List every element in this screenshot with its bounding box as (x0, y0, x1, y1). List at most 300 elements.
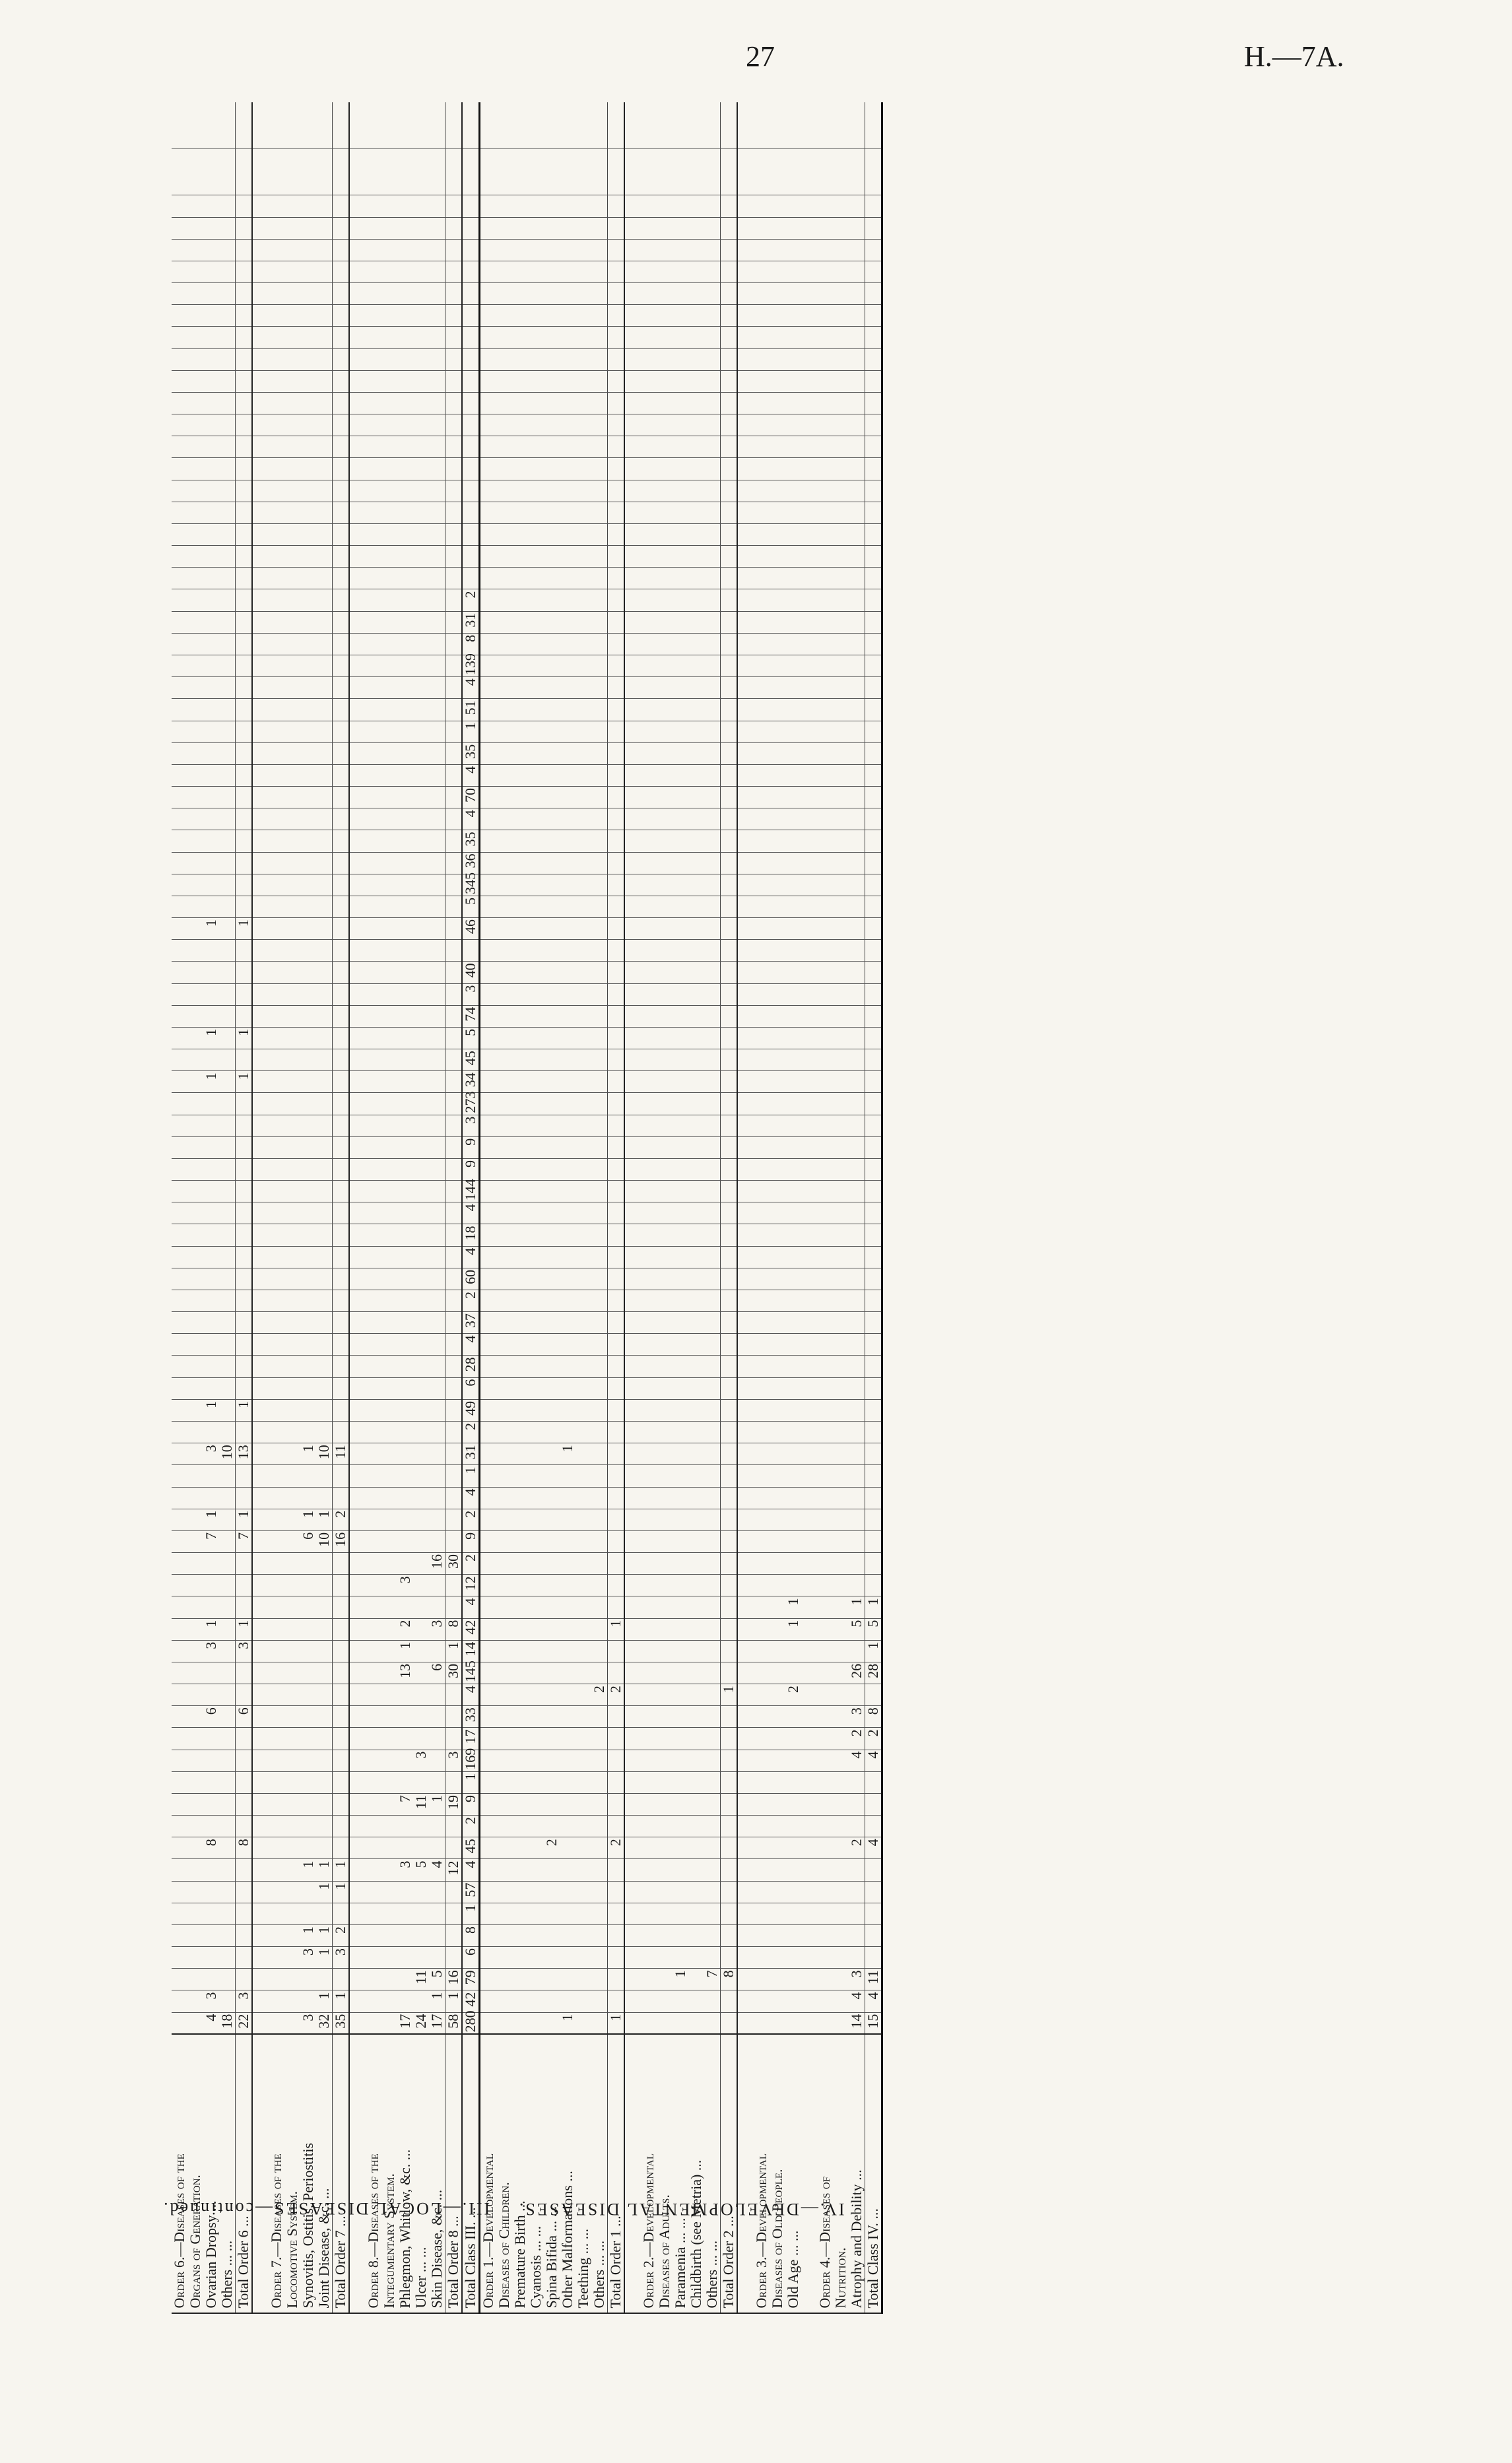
data-cell (801, 896, 817, 917)
data-cell (397, 1728, 413, 1750)
data-cell (657, 1969, 673, 1990)
data-cell (817, 1202, 833, 1224)
data-cell: 22 (236, 2012, 253, 2034)
data-cell (397, 808, 413, 830)
data-cell (172, 1290, 187, 1311)
data-cell (721, 940, 738, 962)
data-cell (333, 633, 350, 655)
data-cell (641, 261, 657, 282)
data-cell (496, 589, 512, 611)
data-cell (754, 480, 770, 502)
data-cell (673, 808, 688, 830)
data-cell: 3 (429, 1618, 445, 1640)
data-cell (657, 1093, 673, 1115)
data-cell (349, 2012, 366, 2034)
data-cell (397, 523, 413, 545)
data-cell (721, 217, 738, 239)
data-cell (496, 502, 512, 523)
data-cell (754, 1312, 770, 1334)
data-cell (704, 1202, 721, 1224)
data-cell (397, 370, 413, 392)
data-cell (413, 677, 429, 699)
data-cell (641, 1465, 657, 1487)
data-cell (413, 918, 429, 940)
data-cell (413, 1924, 429, 1946)
data-cell (544, 1334, 560, 1356)
data-cell (413, 1728, 429, 1750)
data-cell (284, 1136, 300, 1158)
data-cell (737, 1377, 754, 1399)
data-cell (575, 1005, 591, 1027)
data-cell (801, 1487, 817, 1509)
data-cell (575, 1443, 591, 1465)
data-cell: 2 (591, 1684, 608, 1706)
data-cell (608, 1399, 625, 1421)
data-cell (512, 1115, 528, 1136)
data-cell (413, 1553, 429, 1575)
data-cell (496, 327, 512, 348)
data-cell (496, 1662, 512, 1684)
data-cell (429, 962, 445, 983)
data-cell (187, 327, 203, 348)
data-cell (187, 217, 203, 239)
data-cell (641, 1816, 657, 1837)
data-cell (608, 589, 625, 611)
disease-statistics-table (161, 102, 883, 2373)
data-cell (397, 1969, 413, 1990)
data-cell (366, 217, 381, 239)
data-cell (737, 1684, 754, 1706)
row-label: Order 4.—Diseases of (817, 2034, 833, 2313)
data-cell (252, 983, 269, 1005)
data-cell (657, 830, 673, 852)
data-cell (252, 370, 269, 392)
data-cell (801, 1903, 817, 1924)
data-cell (785, 1158, 801, 1180)
data-cell (721, 742, 738, 764)
data-cell (236, 896, 253, 917)
data-cell (333, 1268, 350, 1290)
data-cell (849, 1399, 865, 1421)
data-cell (381, 523, 397, 545)
data-cell (349, 1793, 366, 1815)
order-heading-row (496, 102, 512, 2373)
data-cell (172, 1881, 187, 1903)
order-heading-row (366, 102, 381, 2373)
data-cell (560, 1859, 575, 1881)
data-cell (366, 149, 381, 195)
data-cell (480, 1947, 497, 1969)
data-cell (187, 677, 203, 699)
data-cell (284, 1246, 300, 1268)
data-cell: 3 (236, 1640, 253, 1662)
data-cell (429, 1049, 445, 1071)
data-cell (172, 546, 187, 568)
data-cell (300, 896, 316, 917)
data-cell (849, 940, 865, 962)
data-cell (833, 2012, 849, 2034)
data-cell (721, 195, 738, 217)
data-cell (721, 764, 738, 786)
data-cell (785, 1356, 801, 1377)
data-cell (641, 962, 657, 983)
data-cell (688, 1465, 704, 1487)
data-cell (608, 261, 625, 282)
data-cell (737, 2012, 754, 2034)
data-cell (349, 918, 366, 940)
data-cell (284, 1443, 300, 1465)
data-cell (785, 940, 801, 962)
data-cell (865, 546, 882, 568)
data-cell (480, 1377, 497, 1399)
data-cell (219, 1224, 236, 1246)
data-cell (512, 1027, 528, 1049)
data-cell (688, 962, 704, 983)
data-cell (187, 370, 203, 392)
data-cell (591, 983, 608, 1005)
data-cell (413, 370, 429, 392)
data-cell (575, 918, 591, 940)
data-cell: 1 (608, 2012, 625, 2034)
data-cell (770, 1969, 785, 1990)
data-cell (445, 1071, 463, 1093)
data-cell (512, 830, 528, 852)
data-cell (300, 1684, 316, 1706)
data-cell (544, 458, 560, 480)
data-cell (203, 699, 219, 721)
data-cell (737, 1334, 754, 1356)
data-cell (737, 1312, 754, 1334)
data-cell (349, 523, 366, 545)
data-cell (300, 1422, 316, 1443)
data-cell (801, 327, 817, 348)
data-cell (349, 1969, 366, 1990)
data-cell (219, 1290, 236, 1311)
data-cell (688, 699, 704, 721)
data-cell (528, 1947, 544, 1969)
data-cell (624, 830, 641, 852)
data-cell (445, 1312, 463, 1334)
data-cell (591, 1530, 608, 1552)
data-cell (528, 1443, 544, 1465)
data-cell (512, 1816, 528, 1837)
data-cell: 17 (429, 2012, 445, 2034)
data-cell (624, 1443, 641, 1465)
data-cell (770, 1290, 785, 1311)
data-cell (349, 1837, 366, 1859)
data-cell (284, 633, 300, 655)
data-cell (849, 414, 865, 436)
data-cell (754, 1859, 770, 1881)
data-cell (269, 1399, 284, 1421)
data-cell (528, 1530, 544, 1552)
data-cell (333, 589, 350, 611)
data-cell (300, 1771, 316, 1793)
data-cell (737, 1246, 754, 1268)
data-cell (817, 1399, 833, 1421)
data-cell (673, 677, 688, 699)
data-cell (721, 1334, 738, 1356)
data-cell (316, 1793, 333, 1815)
data-cell (269, 1443, 284, 1465)
data-cell (673, 392, 688, 414)
data-cell (849, 830, 865, 852)
data-cell (203, 1334, 219, 1356)
data-cell (754, 239, 770, 261)
data-cell (785, 480, 801, 502)
data-cell (429, 655, 445, 677)
data-cell (413, 458, 429, 480)
data-cell (219, 546, 236, 568)
data-cell (269, 633, 284, 655)
data-cell: 7 (236, 1530, 253, 1552)
data-cell (349, 1399, 366, 1421)
data-cell (641, 1487, 657, 1509)
data-cell (865, 1334, 882, 1356)
data-cell (785, 1903, 801, 1924)
data-cell (413, 1662, 429, 1684)
data-cell (754, 1027, 770, 1049)
data-cell (429, 458, 445, 480)
data-cell (480, 896, 497, 917)
data-cell (785, 896, 801, 917)
data-cell (333, 852, 350, 874)
data-cell (528, 1618, 544, 1640)
data-cell (704, 918, 721, 940)
data-cell (801, 830, 817, 852)
data-cell (381, 239, 397, 261)
data-cell (528, 370, 544, 392)
data-cell (801, 1990, 817, 2012)
data-cell (269, 1684, 284, 1706)
data-cell (172, 195, 187, 217)
data-cell (688, 677, 704, 699)
data-cell (575, 962, 591, 983)
data-cell (704, 1990, 721, 2012)
data-cell (817, 370, 833, 392)
data-cell (252, 1903, 269, 1924)
data-cell (316, 1816, 333, 1837)
data-cell (657, 239, 673, 261)
data-cell (316, 1049, 333, 1071)
data-cell (785, 1246, 801, 1268)
data-cell (560, 1422, 575, 1443)
data-cell (801, 458, 817, 480)
data-cell (349, 1530, 366, 1552)
data-cell (770, 1246, 785, 1268)
data-cell (445, 1334, 463, 1356)
data-cell: 1 (236, 1399, 253, 1421)
data-cell (187, 523, 203, 545)
data-cell (575, 1465, 591, 1487)
data-cell (333, 195, 350, 217)
data-cell (512, 962, 528, 983)
data-cell (333, 239, 350, 261)
data-cell (770, 283, 785, 305)
data-cell (300, 611, 316, 633)
data-cell (236, 940, 253, 962)
data-cell (512, 239, 528, 261)
data-cell (236, 677, 253, 699)
data-cell (236, 1115, 253, 1136)
data-cell (591, 1005, 608, 1027)
table-row (219, 102, 236, 2373)
data-cell (801, 261, 817, 282)
data-cell (381, 1377, 397, 1399)
data-cell (219, 1049, 236, 1071)
data-cell (641, 677, 657, 699)
data-cell (770, 1115, 785, 1136)
data-cell (817, 983, 833, 1005)
data-cell (236, 546, 253, 568)
data-cell: 1 (462, 1903, 480, 1924)
data-cell (445, 1924, 463, 1946)
data-cell (300, 1246, 316, 1268)
data-cell (512, 1859, 528, 1881)
data-cell (688, 721, 704, 742)
data-cell (801, 1377, 817, 1399)
data-cell (721, 983, 738, 1005)
data-cell (560, 1071, 575, 1093)
data-cell (172, 940, 187, 962)
data-cell (754, 1684, 770, 1706)
data-cell (737, 1793, 754, 1815)
data-cell (333, 436, 350, 458)
data-cell (480, 721, 497, 742)
data-cell (624, 611, 641, 633)
data-cell (657, 677, 673, 699)
data-cell (544, 2012, 560, 2034)
data-cell (737, 1750, 754, 1771)
data-cell (865, 611, 882, 633)
data-cell (236, 1924, 253, 1946)
data-cell (203, 149, 219, 195)
data-cell (480, 1268, 497, 1290)
data-cell (817, 1158, 833, 1180)
data-cell (673, 1750, 688, 1771)
data-cell (300, 370, 316, 392)
data-cell (316, 217, 333, 239)
data-cell (833, 764, 849, 786)
data-cell (608, 633, 625, 655)
data-cell (770, 1181, 785, 1202)
data-cell (203, 1290, 219, 1311)
data-cell (397, 1290, 413, 1311)
data-cell (544, 436, 560, 458)
data-cell (817, 1640, 833, 1662)
data-cell (591, 721, 608, 742)
data-cell (333, 808, 350, 830)
data-cell (608, 195, 625, 217)
data-cell (366, 1530, 381, 1552)
data-cell (512, 1268, 528, 1290)
data-cell (591, 655, 608, 677)
data-cell: 6 (462, 1377, 480, 1399)
data-cell (801, 1553, 817, 1575)
data-cell (591, 1246, 608, 1268)
data-cell (704, 1356, 721, 1377)
data-cell (833, 1377, 849, 1399)
data-cell (849, 1487, 865, 1509)
data-cell (673, 1990, 688, 2012)
data-cell (284, 874, 300, 896)
data-cell (333, 1181, 350, 1202)
data-cell (673, 1837, 688, 1859)
data-cell (480, 436, 497, 458)
data-cell (496, 1640, 512, 1662)
data-cell: 9 (462, 1136, 480, 1158)
data-cell (172, 1334, 187, 1356)
data-cell (381, 370, 397, 392)
data-cell (300, 1553, 316, 1575)
data-cell (269, 546, 284, 568)
data-cell (236, 1881, 253, 1903)
data-cell: 31 (462, 1443, 480, 1465)
data-cell (219, 1859, 236, 1881)
data-cell (397, 1881, 413, 1903)
order-heading-row (381, 102, 397, 2373)
data-cell (754, 102, 770, 149)
data-cell (349, 699, 366, 721)
data-cell (349, 1181, 366, 1202)
data-cell (688, 983, 704, 1005)
data-cell (496, 1750, 512, 1771)
data-cell: 8 (721, 1969, 738, 1990)
data-cell (203, 1750, 219, 1771)
data-cell (316, 808, 333, 830)
data-cell (833, 1202, 849, 1224)
data-cell (641, 1947, 657, 1969)
data-cell: 280 (462, 2012, 480, 2034)
data-cell (236, 1246, 253, 1268)
data-cell (462, 283, 480, 305)
data-cell (172, 874, 187, 896)
data-cell: 5 (865, 1618, 882, 1640)
data-cell (544, 1246, 560, 1268)
data-cell (349, 305, 366, 327)
data-cell (512, 1422, 528, 1443)
data-cell (397, 261, 413, 282)
data-cell (849, 1005, 865, 1027)
data-cell (833, 962, 849, 983)
data-cell (316, 1268, 333, 1290)
data-cell (641, 2012, 657, 2034)
data-cell (657, 918, 673, 940)
data-cell (624, 896, 641, 917)
data-cell (333, 1903, 350, 1924)
data-cell: 4 (462, 808, 480, 830)
data-cell (413, 962, 429, 983)
data-cell (300, 1027, 316, 1049)
data-cell (429, 261, 445, 282)
data-cell (673, 874, 688, 896)
data-cell: 6 (429, 1662, 445, 1684)
data-cell (203, 1093, 219, 1115)
data-cell (657, 1793, 673, 1815)
data-cell (445, 699, 463, 721)
data-cell (496, 546, 512, 568)
data-cell (269, 2012, 284, 2034)
data-cell (673, 370, 688, 392)
data-cell (496, 480, 512, 502)
data-cell (480, 348, 497, 370)
data-cell (480, 1158, 497, 1180)
data-cell (480, 1465, 497, 1487)
data-cell (512, 1575, 528, 1596)
data-cell (641, 633, 657, 655)
data-cell (575, 896, 591, 917)
data-cell (657, 1924, 673, 1946)
